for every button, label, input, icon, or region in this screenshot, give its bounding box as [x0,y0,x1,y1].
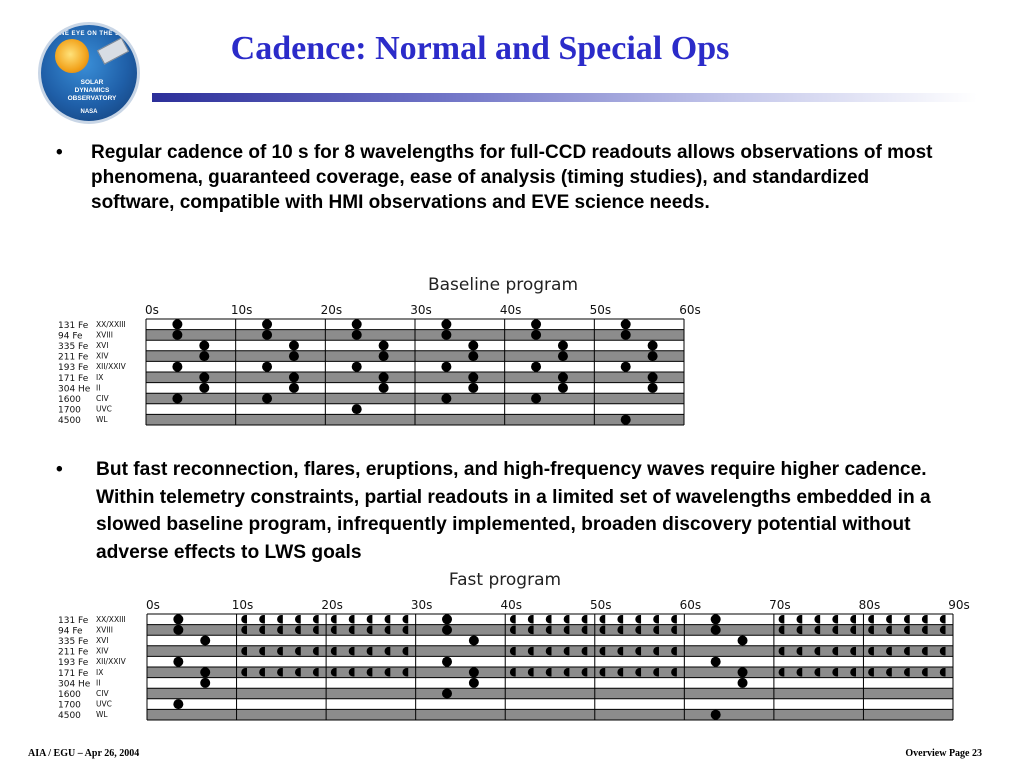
fast-exposure-mark [367,615,373,624]
x-tick-label: 70s [769,598,791,612]
exposure-dot [200,636,210,646]
row-label: 211 Fe [58,647,89,658]
row-label: 4500 [58,711,81,722]
fast-exposure-mark [617,615,623,624]
fast-exposure-mark [385,615,391,624]
fast-exposure-mark [349,615,355,624]
row-ion-label: IX [96,667,104,677]
row-ion-label: XX/XXIII [96,319,126,329]
row-ion-label: XIV [96,646,109,656]
exposure-dot [173,625,183,635]
fast-exposure-mark [635,615,641,624]
exposure-dot [442,614,452,624]
row-label: 94 Fe [58,626,83,637]
row-ion-label: WL [96,415,108,425]
row-ion-label: II [96,678,101,688]
fast-exposure-mark [940,615,946,624]
row-label: 131 Fe [58,320,89,331]
x-tick-label: 80s [858,598,881,612]
exposure-dot [469,636,479,646]
row-ion-label: XVI [96,341,109,350]
row-ion-label: XVIII [96,330,113,340]
row-ion-label: XVIII [96,625,113,635]
row-ion-label: CIV [96,394,109,403]
row-ion-label: WL [96,710,108,720]
x-tick-label: 50s [589,303,612,317]
exposure-dot [711,657,721,667]
exposure-dot [200,678,210,688]
exposure-dot [200,667,210,677]
x-tick-label: 20s [320,303,343,317]
x-tick-label: 50s [590,598,612,612]
row-label: 94 Fe [58,331,83,342]
logo-line2: DYNAMICS [74,87,110,94]
fast-exposure-mark [779,615,785,624]
row-band [147,688,953,699]
bullet-1-marker: • [56,142,63,163]
row-ion-label: XII/XXIV [96,362,126,372]
x-tick-label: 40s [499,303,522,317]
row-label: 4500 [58,416,81,427]
row-ion-label: UVC [96,404,112,414]
exposure-dot [711,710,721,720]
x-tick-label: 0s [145,303,159,317]
row-label: 193 Fe [58,658,89,669]
logo-agency: NASA [80,109,98,115]
row-label: 171 Fe [58,668,89,679]
footer-right: Overview Page 23 [905,748,982,759]
fast-exposure-mark [564,615,570,624]
fast-exposure-mark [402,615,408,624]
exposure-dot [469,678,479,688]
fast-exposure-mark [671,615,677,624]
exposure-dot [173,699,183,709]
x-tick-label: 40s [500,598,522,612]
fast-exposure-mark [599,615,605,624]
row-label: 304 He [58,384,91,395]
fast-exposure-mark [313,615,319,624]
x-tick-label: 0s [146,598,160,612]
exposure-dot [469,667,479,677]
exposure-dot [442,689,452,699]
x-tick-label: 90s [948,598,970,612]
fast-exposure-mark [850,615,856,624]
fast-exposure-mark [797,615,803,624]
row-ion-label: IX [96,372,104,382]
chart-body [58,570,970,721]
row-label: 1700 [58,405,81,416]
footer-left: AIA / EGU – Apr 26, 2004 [28,748,140,759]
fast-exposure-mark [922,615,928,624]
x-tick-label: 10s [230,303,253,317]
bullet-2-marker: • [56,459,63,480]
exposure-dot [711,614,721,624]
row-label: 1600 [58,690,81,700]
row-ion-label: II [96,383,101,393]
row-label: 1600 [58,395,81,405]
fast-exposure-mark [814,615,820,624]
fast-exposure-mark [528,615,534,624]
fast-exposure-mark [241,615,247,624]
fast-exposure-mark [295,615,301,624]
x-tick-label: 60s [679,303,701,317]
row-label: 131 Fe [58,615,89,626]
row-label: 335 Fe [58,637,89,647]
fast-exposure-mark [904,615,910,624]
fast-exposure-mark [546,615,552,624]
x-tick-label: 30s [410,303,432,317]
bullet-2 [56,456,971,568]
logo-line3: OBSERVATORY [67,95,117,102]
exposure-dot [738,678,748,688]
row-label: 193 Fe [58,363,89,374]
x-tick-label: 10s [231,598,254,612]
row-ion-label: XIV [96,351,109,361]
slide-title: Cadence: Normal and Special Ops [230,30,730,67]
row-ion-label: XX/XXIII [96,614,126,624]
row-label: 304 He [58,679,91,690]
fast-exposure-mark [868,615,874,624]
row-label: 1700 [58,700,81,711]
bullet-1-text: Regular cadence of 10 s for 8 wavelengths for full-CCD readouts allows observations of most phenomena, guaranteed coverage, ease of analysis (timing studies), and standardized software, compatible with HMI observations and EVE science needs. [91,142,933,213]
row-label: 171 Fe [58,373,89,384]
row-ion-label: CIV [96,689,109,698]
logo-ring-text: ONE EYE ON THE SUN [54,31,130,37]
logo-line1: SOLAR [80,79,104,86]
fast-exposure-mark [886,615,892,624]
fast-exposure-mark [331,615,337,624]
fast-exposure-mark [277,615,283,624]
fast-exposure-mark [259,615,265,624]
exposure-dot [173,614,183,624]
fast-exposure-mark [653,615,659,624]
x-tick-label: 60s [679,598,702,612]
row-label: 211 Fe [58,352,89,363]
row-ion-label: XVI [96,636,109,645]
fast-exposure-mark [832,615,838,624]
x-tick-label: 30s [410,598,433,612]
row-ion-label: UVC [96,699,112,709]
chart-title: Fast program [448,570,562,590]
fast-exposure-mark [582,615,588,624]
exposure-dot [442,657,452,667]
fast-exposure-mark [510,615,516,624]
x-tick-label: 20s [321,598,343,612]
exposure-dot [711,625,721,635]
row-band [147,709,953,720]
exposure-dot [442,625,452,635]
bullet-2-text: But fast reconnection, flares, eruptions, and high-frequency waves require higher cadence. Within telemetry constraints, partial readouts in a limited set of wavelengths embedded in a slowed baseline program, infrequently implemented, broaden discovery potential without adverse effects to LWS goals [96,459,931,563]
exposure-dot [173,657,183,667]
exposure-dot [738,636,748,646]
row-label: 335 Fe [58,342,89,352]
row-ion-label: XII/XXIV [96,657,126,667]
exposure-dot [738,667,748,677]
chart-title: Baseline program [427,275,579,295]
